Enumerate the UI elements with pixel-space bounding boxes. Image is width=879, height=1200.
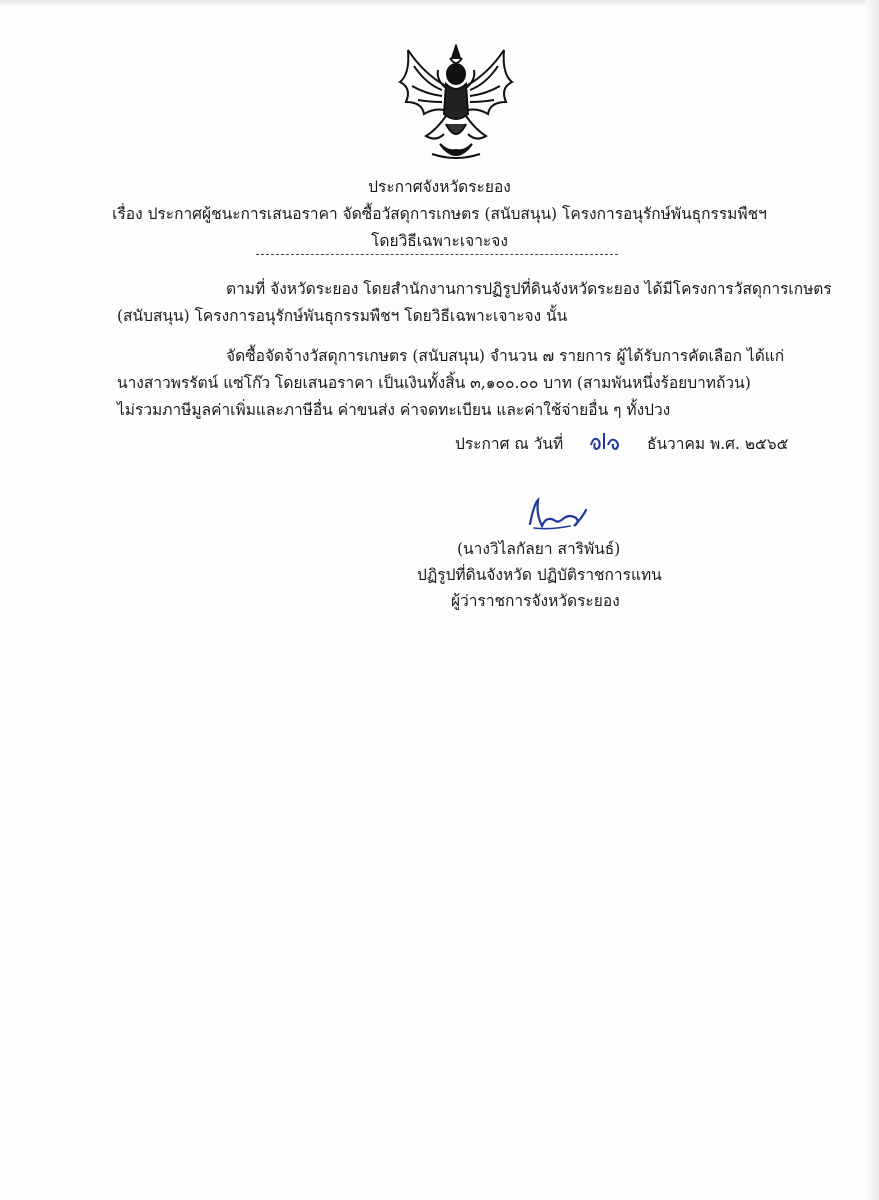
document-subject: เรื่อง ประกาศผู้ชนะการเสนอราคา จัดซื้อวัสดุการเกษตร (สนับสนุน) โครงการอนุรักษ์พันธุกรรมพืชฯ xyxy=(112,205,767,223)
signatory-position: ปฏิรูปที่ดินจังหวัด ปฏิบัติราชการแทน xyxy=(417,566,662,584)
paragraph-2-line-1: จัดซื้อจัดจ้างวัสดุการเกษตร (สนับสนุน) จำนวน ๗ รายการ ผู้ได้รับการคัดเลือก ได้แก่ xyxy=(226,347,785,365)
scan-edge xyxy=(0,0,879,6)
signature-mark xyxy=(520,496,590,536)
signatory-office: ผู้ว่าราชการจังหวัดระยอง xyxy=(451,592,620,610)
paragraph-1-line-2: (สนับสนุน) โครงการอนุรักษ์พันธุกรรมพืชฯ โดยวิธีเฉพาะเจาะจง นั้น xyxy=(117,307,568,325)
announcement-date-prefix: ประกาศ ณ วันที่ xyxy=(455,435,564,453)
announcement-month-year: ธันวาคม พ.ศ. ๒๕๖๕ xyxy=(647,435,789,453)
paragraph-2-line-2: นางสาวพรรัตน์ แซ่โก๊ว โดยเสนอราคา เป็นเงินทั้งสิ้น ๓,๑๐๐.๐๐ บาท (สามพันหนึ่งร้อยบาทถ้วน) xyxy=(117,374,751,392)
garuda-emblem-icon xyxy=(396,44,516,166)
signatory-name: (นางวิไลกัลยา สาริพันธ์) xyxy=(457,540,621,558)
paragraph-1-line-1: ตามที่ จังหวัดระยอง โดยสำนักงานการปฏิรูปที่ดินจังหวัดระยอง ได้มีโครงการวัสดุการเกษตร xyxy=(226,280,832,298)
handwritten-day-mark xyxy=(588,431,624,453)
document-subject-continued: โดยวิธีเฉพาะเจาะจง xyxy=(371,232,508,250)
document-title: ประกาศจังหวัดระยอง xyxy=(368,178,511,196)
paragraph-2-line-3: ไม่รวมภาษีมูลค่าเพิ่มและภาษีอื่น ค่าขนส่ง ค่าจดทะเบียน และค่าใช้จ่ายอื่น ๆ ทั้งปวง xyxy=(117,401,671,419)
divider xyxy=(256,254,618,255)
